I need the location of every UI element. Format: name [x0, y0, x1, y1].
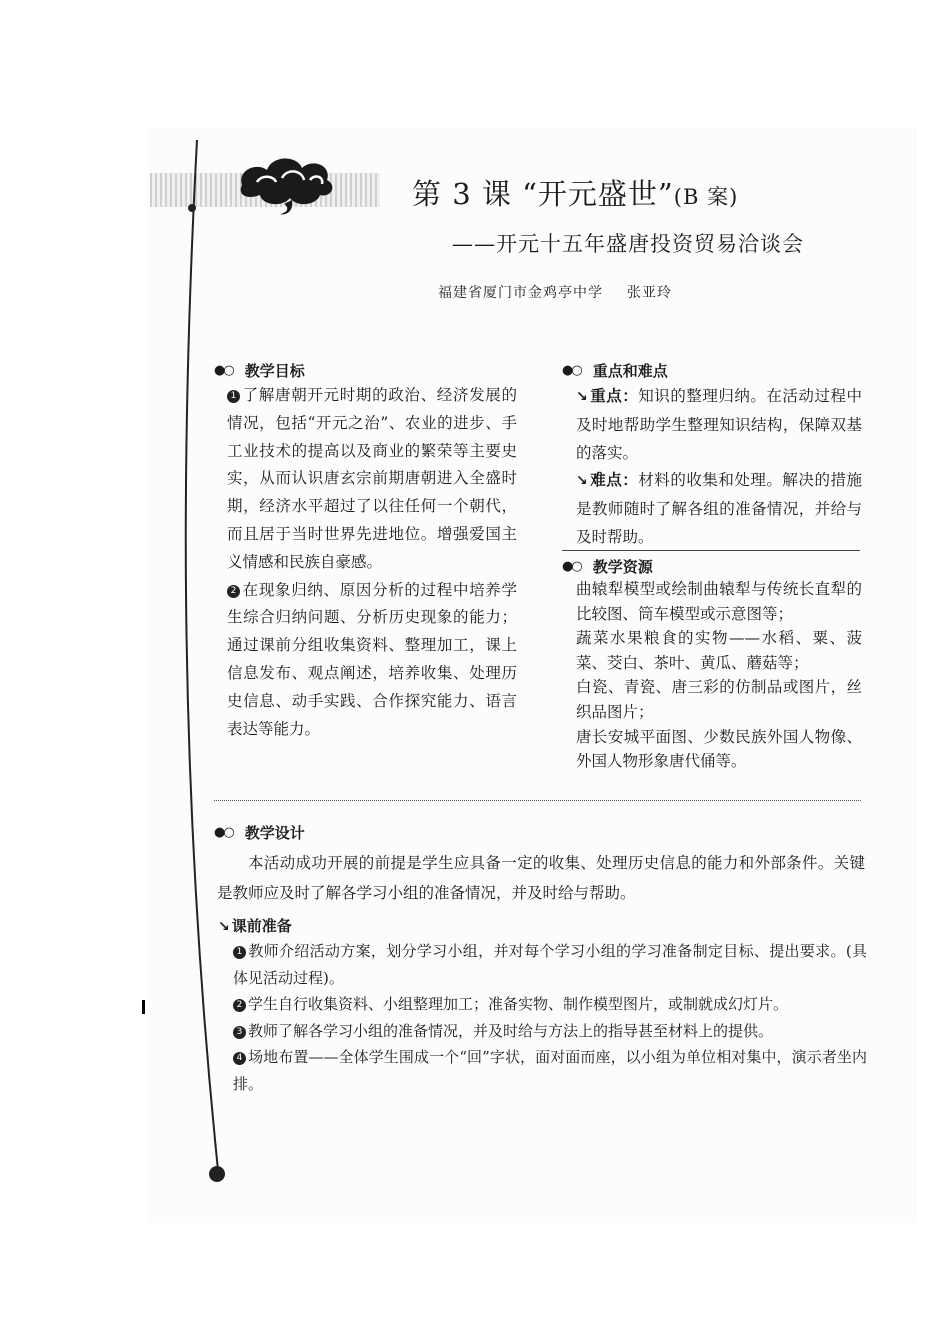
keypoints-heading: ●○ 重点和难点	[562, 362, 668, 380]
margin-tick-mark	[142, 1000, 145, 1014]
number-badge-4-icon: 4	[233, 1052, 246, 1065]
preparation-item: 2 学生自行收集资料、小组整理加工；准备实物、制作模型图片，或制就成幻灯片。	[233, 991, 867, 1018]
cloud-ornament-icon	[232, 150, 342, 220]
preparation-heading: ↘ 课前准备	[218, 917, 292, 935]
objectives-list	[227, 382, 517, 743]
difficulty-item: ↘ 难点：材料的收集和处理。解决的措施是教师随时了解各组的准备情况，并给与及时帮助。	[576, 471, 862, 546]
number-badge-1-icon: 1	[233, 946, 246, 959]
keypoints-text	[576, 383, 862, 552]
resource-item: 蔬菜水果粮食的实物——水稻、粟、菠菜、茭白、茶叶、黄瓜、蘑菇等；	[576, 629, 862, 672]
number-badge-3-icon: 3	[233, 1026, 246, 1039]
section-divider	[214, 800, 861, 801]
number-badge-2-icon: 2	[227, 585, 240, 598]
objectives-heading: ●○ 教学目标	[214, 362, 305, 380]
design-heading: ●○ 教学设计	[214, 824, 305, 842]
author-line	[438, 282, 672, 302]
resource-item: 唐长安城平面图、少数民族外国人物像、外国人物形象唐代俑等。	[576, 727, 862, 771]
keypoints-divider	[562, 550, 860, 551]
dot-circle-marker-icon: ●○	[562, 363, 581, 378]
arrow-marker-icon: ↘	[576, 473, 588, 490]
resources-list	[576, 577, 862, 774]
objective-item: 1 了解唐朝开元时期的政治、经济发展的情况，包括“开元之治”、农业的进步、手工业技术的提高以及商业的繁荣等主要史实，从而认识唐玄宗前期唐朝进入全盛时期，经济水平超过了以往任何一个朝代，而且居于当时世界先进地位。增强爱国主义情感和民族自豪感。	[227, 386, 517, 571]
resources-heading: ●○ 教学资源	[562, 558, 653, 576]
lesson-title-main: 第 3 课 “开元盛世”	[412, 177, 674, 211]
design-intro: 本活动成功开展的前提是学生应具备一定的收集、处理历史信息的能力和外部条件。关键是教师应及时了解各学习小组的准备情况，并及时给与帮助。	[217, 854, 865, 902]
school-name: 福建省厦门市金鸡亭中学	[438, 285, 603, 301]
preparation-item: 1 教师介绍活动方案，划分学习小组，并对每个学习小组的学习准备制定目标、提出要求。(具体见活动过程)。	[233, 942, 867, 987]
dot-circle-marker-icon: ●○	[214, 363, 233, 378]
focus-item: ↘ 重点：知识的整理归纳。在活动过程中及时地帮助学生整理知识结构，保障双基的落实。	[576, 387, 862, 462]
dot-circle-marker-icon: ●○	[562, 559, 581, 574]
arrow-marker-icon: ↘	[218, 919, 230, 935]
dot-circle-marker-icon: ●○	[214, 825, 233, 840]
lesson-subtitle: ——开元十五年盛唐投资贸易洽谈会	[452, 232, 804, 256]
author-name: 张亚玲	[627, 285, 672, 301]
lesson-title-suffix: (B 案)	[673, 185, 739, 209]
preparation-item: 3 教师了解各学习小组的准备情况，并及时给与方法上的指导甚至材料上的提供。	[233, 1018, 867, 1045]
resource-item: 白瓷、青瓷、唐三彩的仿制品或图片，丝织品图片；	[576, 678, 862, 721]
preparation-item: 4 场地布置——全体学生围成一个“回”字状，面对面而座，以小组为单位相对集中，演示者坐内排。	[233, 1048, 867, 1093]
preparation-list	[233, 938, 867, 1097]
resource-item: 曲辕犁模型或绘制曲辕犁与传统长直犁的比较图、筒车模型或示意图等；	[576, 580, 862, 623]
number-badge-1-icon: 1	[227, 390, 240, 403]
lesson-title	[412, 172, 738, 213]
number-badge-2-icon: 2	[233, 999, 246, 1012]
objective-item: 2 在现象归纳、原因分析的过程中培养学生综合归纳问题、分析历史现象的能力；通过课前分组收集资料、整理加工，课上信息发布、观点阐述，培养收集、处理历史信息、动手实践、合作探究能力、语言表达等能力。	[227, 580, 517, 738]
arrow-marker-icon: ↘	[576, 389, 588, 405]
